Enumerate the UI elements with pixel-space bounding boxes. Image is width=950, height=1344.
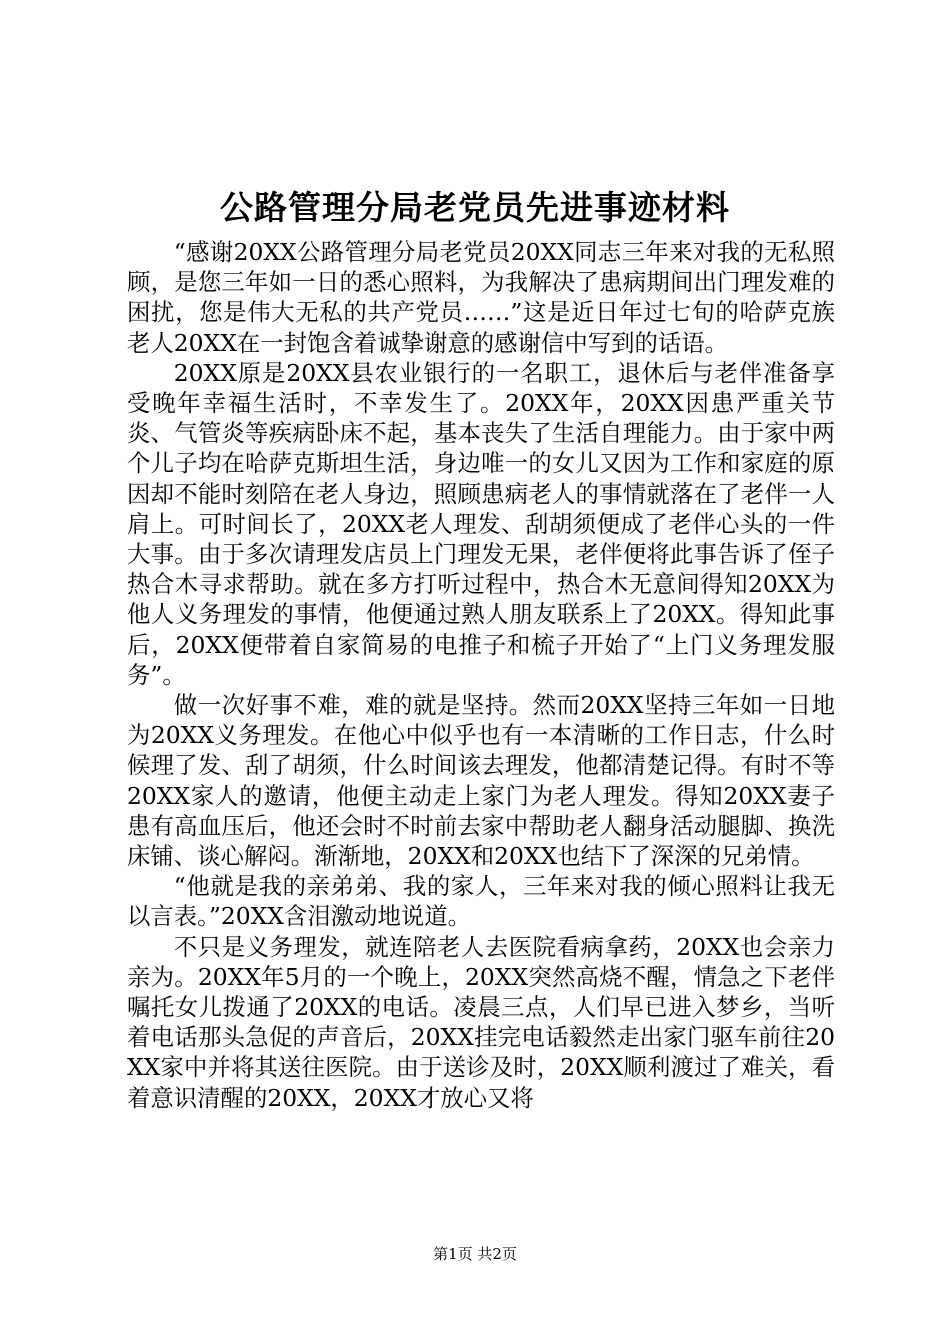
paragraph-4: “他就是我的亲弟弟、我的家人，三年来对我的倾心照料让我无以言表。”20XX含泪激动地说道。 — [127, 872, 835, 931]
paragraph-3: 做一次好事不难，难的就是坚持。然而20XX坚持三年如一日地为20XX义务理发。在他心中似乎也有一本清晰的工作日志，什么时候理了发、刮了胡须，什么时间该去理发，他都清楚记得。有时不等20XX家人的邀请，他便主动走上家门为老人理发。得知20XX妻子患有高血压后，他还会时不时前去家中帮助老人翻身活动腿脚、换洗床铺、谈心解闷。渐渐地，20XX和20XX也结下了深深的兄弟情。 — [127, 691, 835, 871]
page-number-footer: 第1页 共2页 — [433, 1245, 517, 1263]
paragraph-5: 不只是义务理发，就连陪老人去医院看病拿药，20XX也会亲力亲为。20XX年5月的一个晚上，20XX突然高烧不醒，情急之下老伴嘱托女儿拨通了20XX的电话。凌晨三点，人们早已进入梦乡，当听着电话那头急促的声音后，20XX挂完电话毅然走出家门驱车前往20XX家中并将其送往医院。由于送诊及时，20XX顺利渡过了难关，看着意识清醒的20XX，20XX才放心又将 — [127, 932, 835, 1112]
document-body — [127, 237, 835, 1113]
paragraph-2: 20XX原是20XX县农业银行的一名职工，退休后与老伴准备享受晚年幸福生活时，不幸发生了。20XX年，20XX因患严重关节炎、气管炎等疾病卧床不起，基本丧失了生活自理能力。由于家中两个儿子均在哈萨克斯坦生活，身边唯一的女儿又因为工作和家庭的原因却不能时刻陪在老人身边，照顾患病老人的事情就落在了老伴一人肩上。可时间长了，20XX老人理发、刮胡须便成了老伴心头的一件大事。由于多次请理发店员上门理发无果，老伴便将此事告诉了侄子热合木寻求帮助。就在多方打听过程中，热合木无意间得知20XX为他人义务理发的事情，他便通过熟人朋友联系上了20XX。得知此事后，20XX便带着自家简易的电推子和梳子开始了“上门义务理发服务”。 — [127, 358, 835, 689]
document-title: 公路管理分局老党员先进事迹材料 — [220, 188, 730, 227]
paragraph-1: “感谢20XX公路管理分局老党员20XX同志三年来对我的无私照顾，是您三年如一日的悉心照料，为我解决了患病期间出门理发难的困扰，您是伟大无私的共产党员……”这是近日年过七旬的哈萨克族老人20XX在一封饱含着诚挚谢意的感谢信中写到的话语。 — [127, 238, 835, 357]
